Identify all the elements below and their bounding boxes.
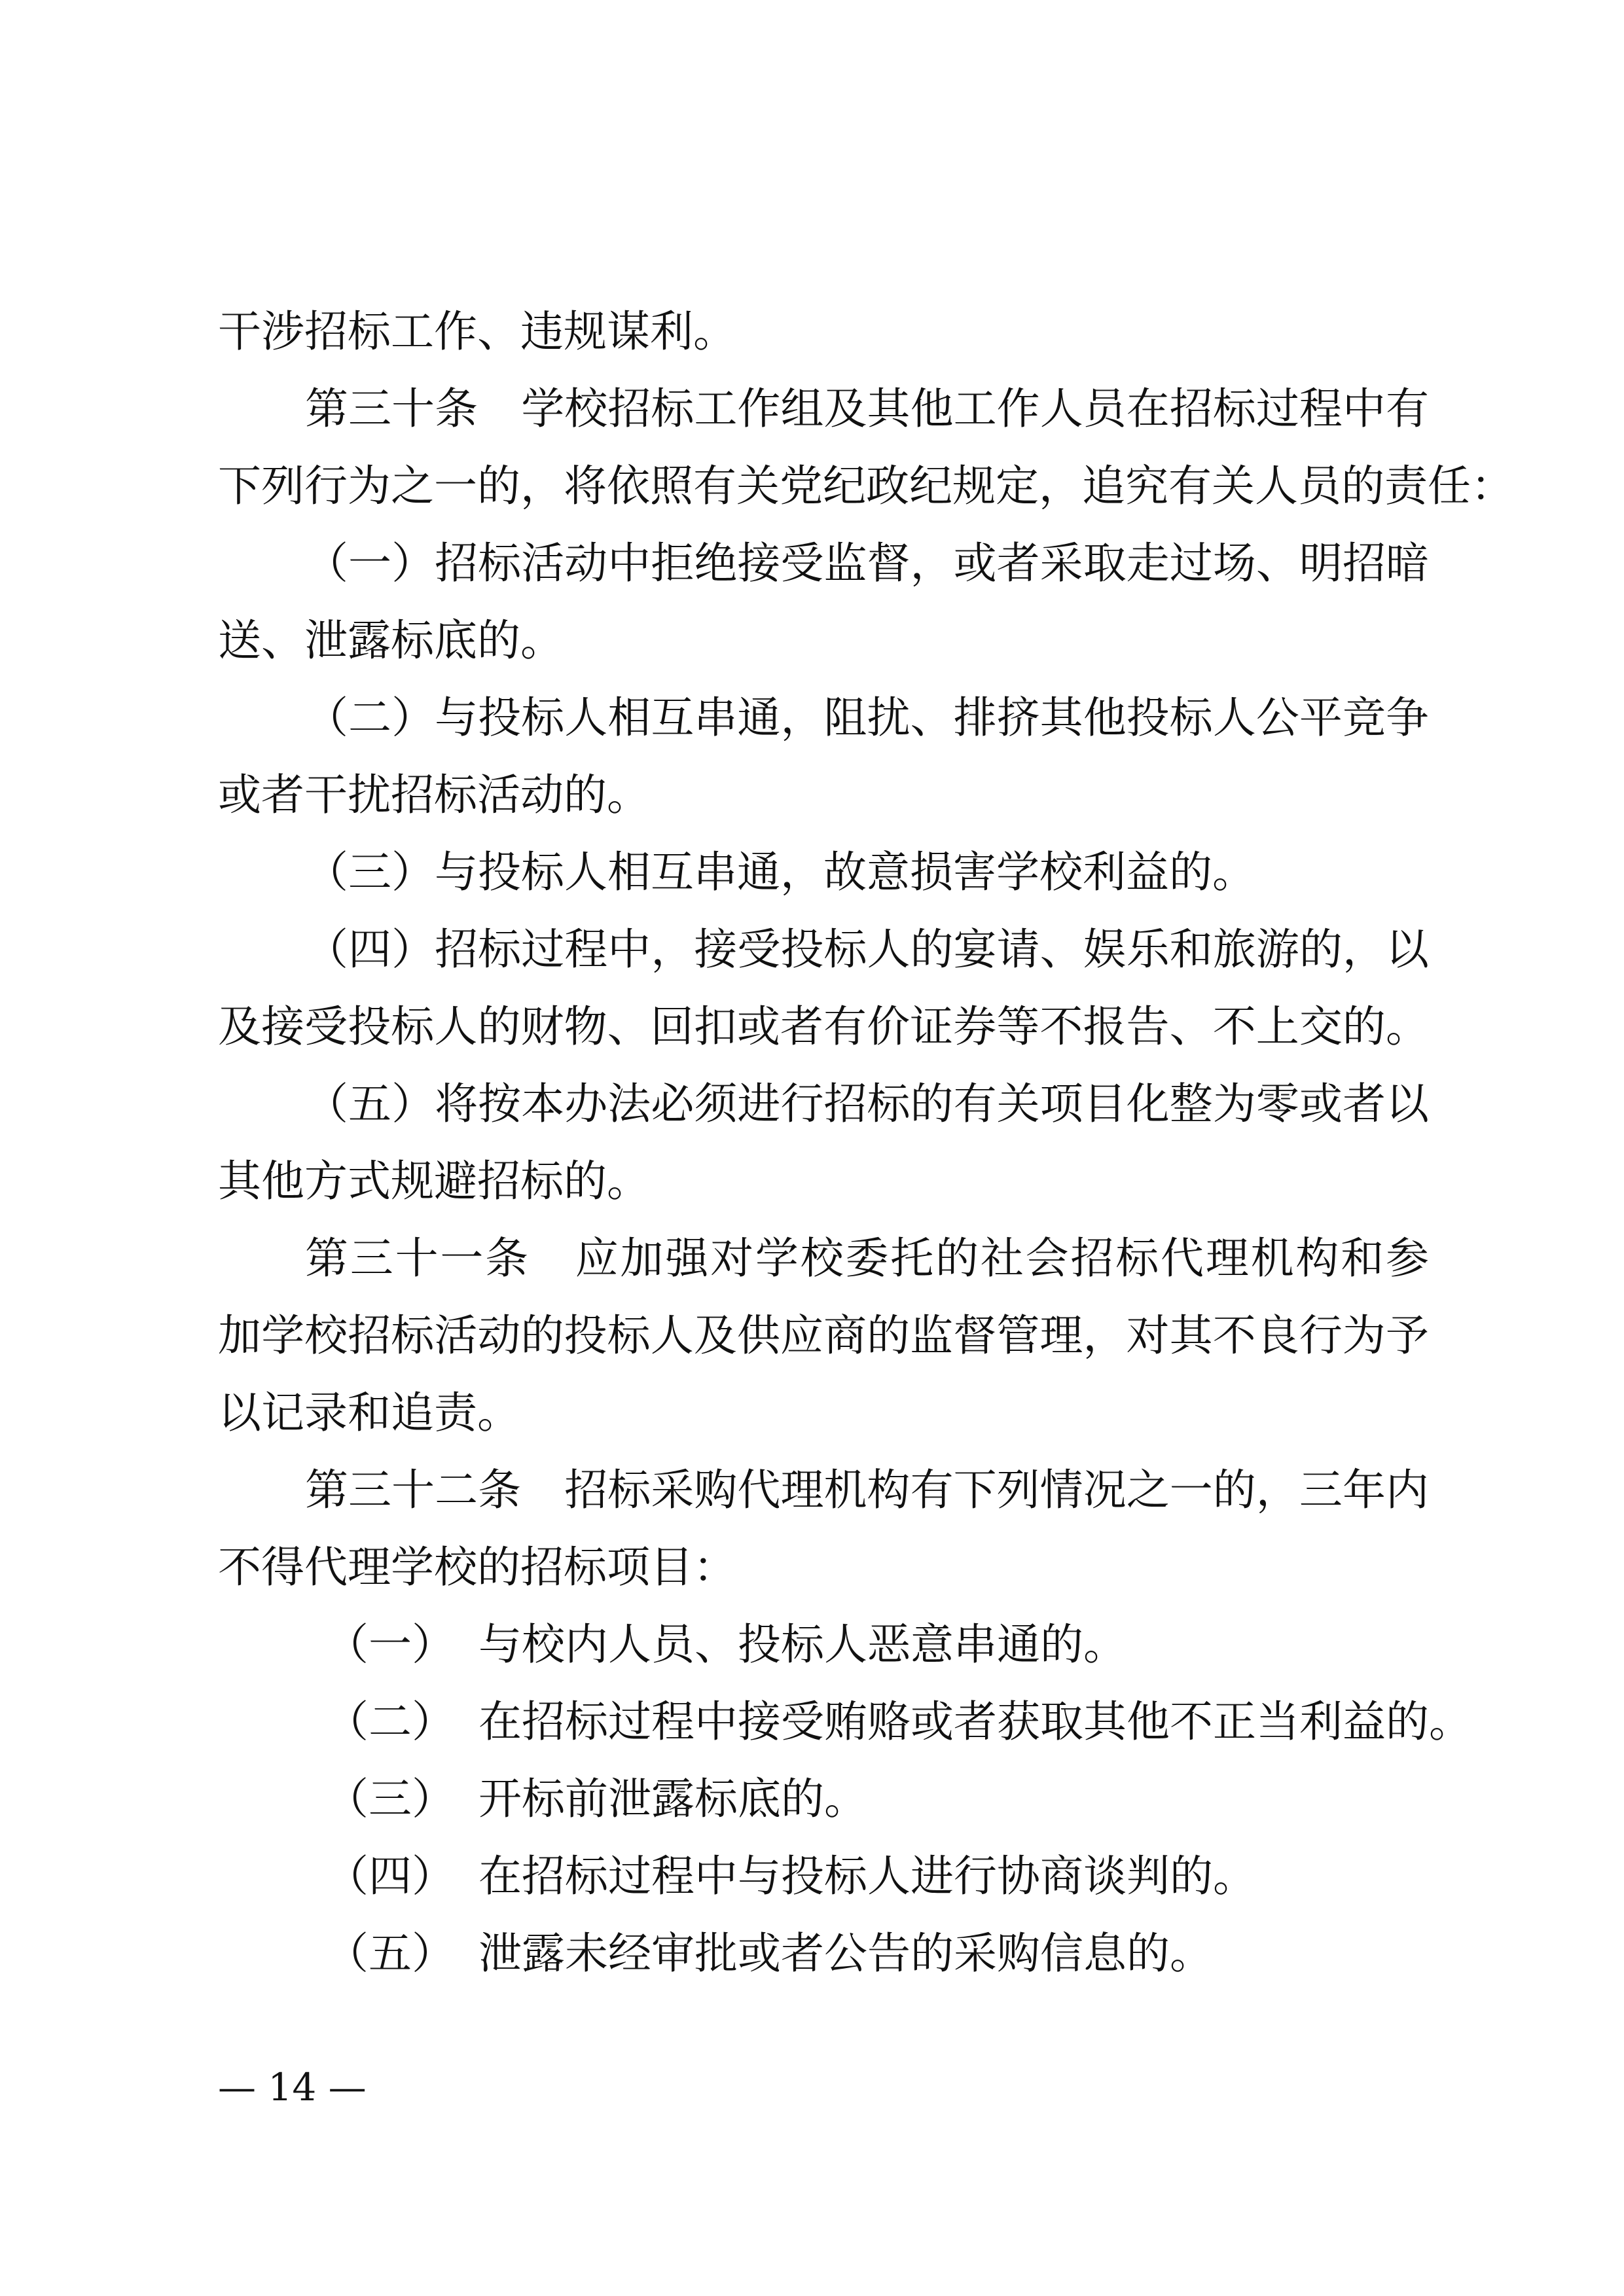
line-text: 与校内人员、投标人恶意串通的。 xyxy=(478,1619,1127,1670)
list-marker: （五） xyxy=(325,1928,455,1979)
list-item xyxy=(305,924,1429,975)
text-line xyxy=(218,1001,1429,1052)
list-item xyxy=(325,1619,1429,1670)
line-text: 及接受投标人的财物、回扣或者有价证券等不报告、不上交的。 xyxy=(218,1001,1429,1052)
list-item xyxy=(305,538,1429,588)
line-text: （二）与投标人相互串通，阻扰、排挤其他投标人公平竞争 xyxy=(305,692,1429,743)
line-text: 招标采购代理机构有下列情况之一的，三年内 xyxy=(564,1465,1430,1515)
article-label: 第三十一条 xyxy=(305,1233,530,1283)
text-line xyxy=(218,1542,1429,1592)
list-item xyxy=(325,1851,1429,1901)
line-text: 加学校招标活动的投标人及供应商的监督管理，对其不良行为予 xyxy=(218,1310,1429,1361)
text-line xyxy=(218,615,1429,666)
line-text: 学校招标工作组及其他工作人员在招标过程中有 xyxy=(521,384,1430,434)
article-label: 第三十条 xyxy=(305,384,478,434)
article-32-heading xyxy=(305,1465,1430,1515)
article-30-heading xyxy=(305,384,1430,434)
article-31-heading xyxy=(305,1233,1430,1283)
line-text: （五）将按本办法必须进行招标的有关项目化整为零或者以 xyxy=(305,1079,1429,1129)
line-text: 在招标过程中与投标人进行协商谈判的。 xyxy=(478,1851,1256,1901)
list-marker: （三） xyxy=(325,1774,455,1824)
text-line xyxy=(218,1156,1429,1206)
list-marker: （四） xyxy=(325,1851,455,1901)
line-text: 应加强对学校委托的社会招标代理机构和参 xyxy=(573,1233,1430,1283)
text-line xyxy=(218,1310,1429,1361)
page-number: — 14 — xyxy=(218,2065,367,2109)
line-text: 下列行为之一的，将依照有关党纪政纪规定，追究有关人员的责任： xyxy=(218,461,1514,511)
list-item xyxy=(305,847,1429,897)
text-line xyxy=(218,306,1429,357)
line-text: 以记录和追责。 xyxy=(218,1388,520,1438)
line-text: 开标前泄露标底的。 xyxy=(478,1774,867,1824)
line-text: 泄露未经审批或者公告的采购信息的。 xyxy=(478,1928,1213,1979)
line-text: 在招标过程中接受贿赂或者获取其他不正当利益的。 xyxy=(478,1696,1472,1747)
list-item xyxy=(325,1774,1429,1824)
list-marker: （一） xyxy=(325,1619,455,1670)
line-text: （四）招标过程中，接受投标人的宴请、娱乐和旅游的，以 xyxy=(305,924,1429,975)
line-text: 干涉招标工作、违规谋利。 xyxy=(218,306,736,357)
line-text: （一）招标活动中拒绝接受监督，或者采取走过场、明招暗 xyxy=(305,538,1429,588)
list-marker: （二） xyxy=(325,1696,455,1747)
line-text: 不得代理学校的招标项目： xyxy=(218,1542,736,1592)
line-text: 送、泄露标底的。 xyxy=(218,615,564,666)
line-text: 其他方式规避招标的。 xyxy=(218,1156,650,1206)
text-line xyxy=(218,770,1429,820)
list-item xyxy=(305,692,1429,743)
article-label: 第三十二条 xyxy=(305,1465,522,1515)
line-text: （三）与投标人相互串通，故意损害学校利益的。 xyxy=(305,847,1255,897)
text-line xyxy=(218,461,1514,511)
list-item xyxy=(325,1928,1429,1979)
text-line xyxy=(218,1388,1429,1438)
list-item xyxy=(325,1696,1472,1747)
list-item xyxy=(305,1079,1429,1129)
line-text: 或者干扰招标活动的。 xyxy=(218,770,650,820)
